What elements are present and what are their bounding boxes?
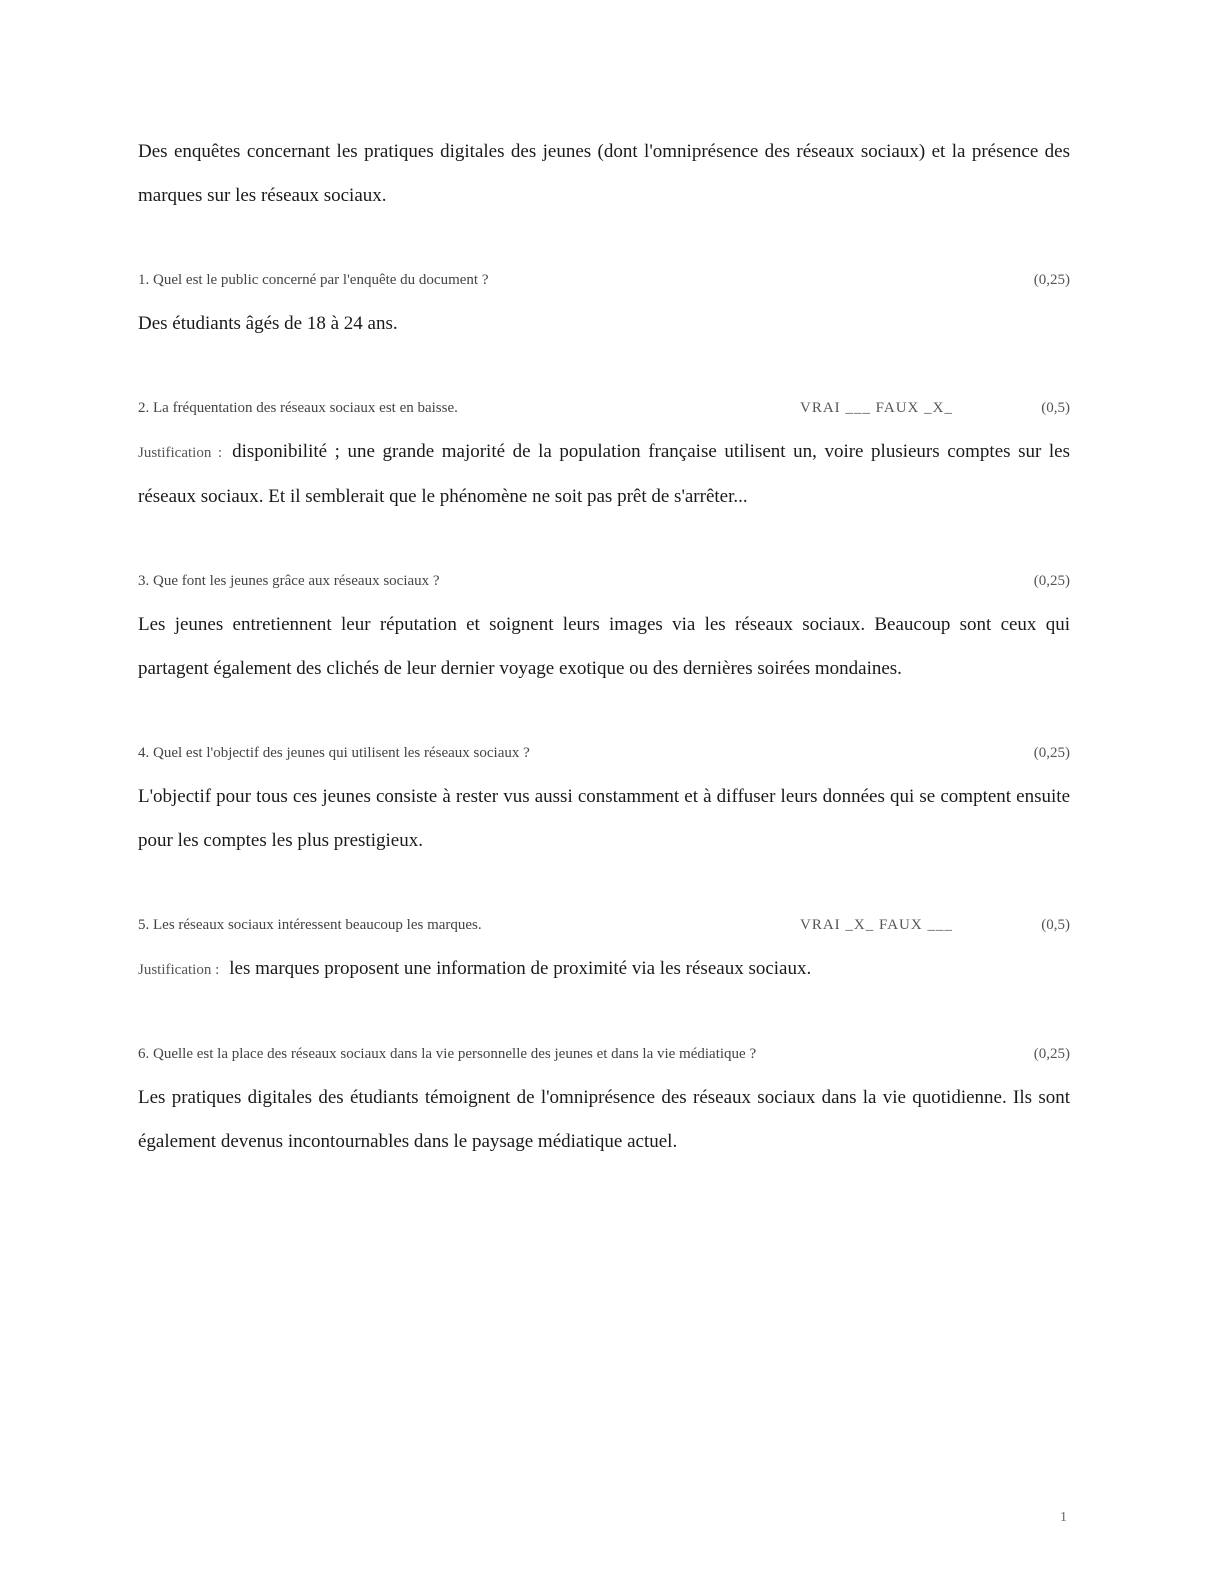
question-block-5 [138, 903, 1070, 992]
question-points: (0,5) [1041, 917, 1070, 933]
question-number: 4. [138, 745, 150, 761]
question-row [138, 903, 1070, 947]
question-text: La fréquentation des réseaux sociaux est en baisse. [153, 400, 458, 416]
question-row [138, 559, 1070, 603]
question-text: Quel est l'objectif des jeunes qui utilisent les réseaux sociaux ? [153, 745, 530, 761]
intro-paragraph: Des enquêtes concernant les pratiques digitales des jeunes (dont l'omniprésence des réseaux sociaux) et la présence des marques sur les réseaux sociaux. [138, 141, 1070, 206]
question-text: Les réseaux sociaux intéressent beaucoup les marques. [153, 917, 482, 933]
question-points: (0,25) [1033, 1046, 1070, 1062]
question-text: Que font les jeunes grâce aux réseaux sociaux ? [153, 573, 440, 589]
document-page [138, 130, 1070, 1164]
page-number: 1 [1060, 1510, 1067, 1525]
question-points: (0,25) [1033, 745, 1070, 761]
question-row [138, 1032, 1070, 1076]
answer-text: Les pratiques digitales des étudiants témoignent de l'omniprésence des réseaux sociaux dans la vie quotidienne. Ils sont également devenus incontournables dans le paysage médiatique actuel. [138, 1087, 1070, 1152]
question-points: (0,25) [1033, 272, 1070, 288]
question-number: 3. [138, 573, 150, 589]
justification-text: les marques proposent une information de proximité via les réseaux sociaux. [229, 958, 812, 979]
justification-label: Justification : [138, 445, 223, 461]
justification-label: Justification : [138, 962, 220, 978]
question-number: 6. [138, 1046, 150, 1062]
true-false-choice: VRAI _X_ FAUX ___ [800, 917, 953, 933]
answer-text [138, 430, 1070, 519]
question-points: (0,25) [1033, 573, 1070, 589]
answer-text: Des étudiants âgés de 18 à 24 ans. [138, 313, 398, 334]
question-text: Quel est le public concerné par l'enquête du document ? [153, 272, 489, 288]
question-block-1 [138, 258, 1070, 346]
question-number: 1. [138, 272, 150, 288]
true-false-choice: VRAI ___ FAUX _X_ [800, 400, 953, 416]
question-block-2 [138, 386, 1070, 519]
answer-text: L'objectif pour tous ces jeunes consiste à rester vus aussi constamment et à diffuser leurs données qui se comptent ensuite pour les comptes les plus prestigieux. [138, 786, 1070, 851]
answer-text: Les jeunes entretiennent leur réputation et soignent leurs images via les réseaux sociaux. Beaucoup sont ceux qui partagent également des clichés de leur dernier voyage exotique ou des dernières soirées mondaines. [138, 614, 1070, 679]
question-number: 5. [138, 917, 150, 933]
justification-text: disponibilité ; une grande majorité de la population française utilisent un, voire plusieurs comptes sur les réseaux sociaux. Et il semblerait que le phénomène ne soit pas prêt de s'arrêter... [138, 441, 1070, 507]
question-row [138, 386, 1070, 430]
question-text: Quelle est la place des réseaux sociaux dans la vie personnelle des jeunes et dans la vie médiatique ? [153, 1046, 757, 1062]
question-row [138, 258, 1070, 302]
question-block-3 [138, 559, 1070, 691]
question-points: (0,5) [1041, 400, 1070, 416]
question-block-4 [138, 731, 1070, 863]
question-row [138, 731, 1070, 775]
answer-text [138, 947, 1070, 992]
question-number: 2. [138, 400, 150, 416]
question-block-6 [138, 1032, 1070, 1164]
